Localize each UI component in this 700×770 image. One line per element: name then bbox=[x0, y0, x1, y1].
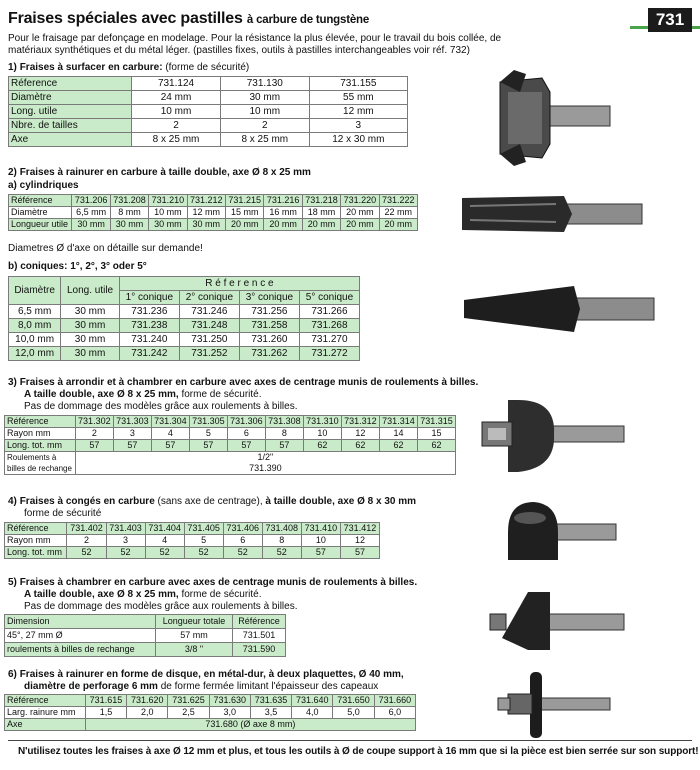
row-label: Larg. rainure mm bbox=[5, 707, 86, 719]
table-cell: 731.403 bbox=[106, 523, 145, 535]
table-cell: 731.260 bbox=[239, 333, 299, 347]
section-title: Fraises à congés en carbure bbox=[19, 496, 155, 507]
row-label bbox=[5, 452, 76, 475]
table-cell: 20 mm bbox=[264, 219, 302, 231]
section-title: Fraises à chambrer en carbure avec axes de centrage munis de roulements à billes. bbox=[19, 577, 418, 588]
table-cell: 62 bbox=[341, 440, 379, 452]
table-row bbox=[5, 707, 416, 719]
row-label: Dimension bbox=[5, 615, 156, 629]
table-cell: 3 bbox=[309, 119, 407, 133]
section-6-spec bbox=[24, 681, 378, 693]
table-cell: 731.635 bbox=[250, 695, 291, 707]
table-cell: 57 bbox=[75, 440, 113, 452]
table-cell: 731.258 bbox=[239, 319, 299, 333]
table-cell: 6 bbox=[223, 535, 262, 547]
table-cylindrical bbox=[8, 194, 418, 231]
table-cell: 30 mm bbox=[220, 91, 309, 105]
section-2-heading bbox=[8, 167, 311, 179]
table-cell: 731.252 bbox=[179, 347, 239, 361]
table-cell: 731.250 bbox=[179, 333, 239, 347]
table-row bbox=[9, 319, 360, 333]
table-cell: 5 bbox=[189, 428, 227, 440]
table-cell: 62 bbox=[379, 440, 417, 452]
col-header: R é f e r e n c e bbox=[119, 277, 359, 291]
page-title bbox=[8, 10, 369, 28]
table-cell: 10 bbox=[301, 535, 340, 547]
table-disc-groove bbox=[4, 694, 416, 731]
table-conical bbox=[8, 276, 360, 361]
table-cell: 731.208 bbox=[110, 195, 148, 207]
chamfer-cutter-image bbox=[488, 588, 628, 658]
footer-rule bbox=[8, 740, 692, 741]
table-cell: 3,5 bbox=[250, 707, 291, 719]
table-cell: 3 bbox=[113, 428, 151, 440]
row-label: Axe bbox=[5, 719, 86, 731]
table-cell: 731.620 bbox=[127, 695, 168, 707]
table-cell: 10,0 mm bbox=[9, 333, 61, 347]
table-cell: 57 mm bbox=[156, 629, 233, 643]
table-cell: 20 mm bbox=[379, 219, 417, 231]
table-surfacer bbox=[8, 76, 408, 147]
table-cell: 12 x 30 mm bbox=[309, 133, 407, 147]
spec-bold: A taille double, axe Ø 8 x 25 mm, bbox=[24, 589, 179, 600]
table-cell: 24 mm bbox=[132, 91, 221, 105]
table-cell: 30 mm bbox=[61, 347, 120, 361]
table-cell: 731.302 bbox=[75, 416, 113, 428]
table-cell: 731.306 bbox=[227, 416, 265, 428]
table-row bbox=[5, 547, 380, 559]
section-spec: à taille double, axe Ø 8 x 30 mm bbox=[265, 496, 417, 507]
table-cell: 10 mm bbox=[220, 105, 309, 119]
section-number: 2) bbox=[8, 167, 17, 178]
table-cell: 731.262 bbox=[239, 347, 299, 361]
row-label: roulements à billes de rechange bbox=[5, 643, 156, 657]
table-cell: 52 bbox=[262, 547, 301, 559]
section-title: Fraises à surfacer en carbure: bbox=[19, 62, 163, 73]
table-cell: 52 bbox=[145, 547, 184, 559]
col-header: 1° conique bbox=[119, 291, 179, 305]
table-cell: 30 mm bbox=[61, 319, 120, 333]
row-label: Long. utile bbox=[9, 105, 132, 119]
surfacing-cutter-image bbox=[480, 62, 620, 172]
section-5-spec bbox=[24, 589, 262, 601]
table-cell: 4,0 bbox=[292, 707, 333, 719]
subsection-a-label: a) cylindriques bbox=[8, 180, 79, 191]
table-cell: 8 bbox=[262, 535, 301, 547]
table-cell: 20 mm bbox=[341, 207, 379, 219]
table-cell: 52 bbox=[223, 547, 262, 559]
table-row bbox=[5, 719, 416, 731]
section-3-spec bbox=[24, 389, 262, 401]
disc-cutter-image bbox=[494, 668, 614, 742]
table-cell: 10 mm bbox=[149, 207, 187, 219]
table-cell: 12,0 mm bbox=[9, 347, 61, 361]
table-row bbox=[5, 416, 456, 428]
spec-bold: A taille double, axe Ø 8 x 25 mm, bbox=[24, 389, 179, 400]
table-cell: 30 mm bbox=[72, 219, 110, 231]
table-cell: 12 mm bbox=[187, 207, 225, 219]
section-title: Fraises à rainurer en carbure à taille double, axe Ø 8 x 25 mm bbox=[19, 167, 311, 178]
table-cell: 731.215 bbox=[226, 195, 264, 207]
diameter-note: Diametres Ø d'axe on détaille sur demande! bbox=[8, 243, 203, 254]
table-row bbox=[5, 629, 286, 643]
table-cell: 731.312 bbox=[341, 416, 379, 428]
table-cell: 731.680 (Ø axe 8 mm) bbox=[85, 719, 415, 731]
table-cell: 731.308 bbox=[265, 416, 303, 428]
table-cell: 731.240 bbox=[119, 333, 179, 347]
table-cell: 6,5 mm bbox=[9, 305, 61, 319]
section-title: Fraises à rainurer en forme de disque, en métal-dur, à deux plaquettes, Ø 40 mm, bbox=[19, 669, 404, 680]
table-cell: 57 bbox=[227, 440, 265, 452]
table-cell: 12 bbox=[340, 535, 379, 547]
table-cell: 731.660 bbox=[374, 695, 415, 707]
section-6-heading bbox=[8, 669, 404, 681]
table-cell: 731.590 bbox=[232, 643, 285, 657]
table-cell: 5 bbox=[184, 535, 223, 547]
title-sub: à carbure de tungstène bbox=[246, 14, 370, 26]
row-label: Long. tot. mm bbox=[5, 440, 76, 452]
col-header: Diamètre bbox=[9, 277, 61, 305]
table-row bbox=[9, 119, 408, 133]
table-cell: 731.412 bbox=[340, 523, 379, 535]
bearing-cell bbox=[75, 452, 455, 475]
table-cell: 731.315 bbox=[417, 416, 455, 428]
table-cell: 55 mm bbox=[309, 91, 407, 105]
table-row bbox=[9, 77, 408, 91]
table-cell: 4 bbox=[151, 428, 189, 440]
row-label: Diamètre bbox=[9, 207, 72, 219]
row-label: Rayon mm bbox=[5, 535, 67, 547]
table-cell: 52 bbox=[184, 547, 223, 559]
table-cell: 2 bbox=[132, 119, 221, 133]
table-cell: 731.405 bbox=[184, 523, 223, 535]
table-cell: 2 bbox=[220, 119, 309, 133]
table-cell: 731.270 bbox=[299, 333, 359, 347]
section-5-note: Pas de dommage des modèles grâce aux roulements à billes. bbox=[24, 601, 298, 612]
table-cell: 57 bbox=[265, 440, 303, 452]
table-chamfer bbox=[4, 614, 286, 657]
section-number: 4) bbox=[8, 496, 17, 507]
spec-rest: de forme fermée limitant l'épaisseur des capeaux bbox=[160, 681, 379, 692]
table-cell: 731.246 bbox=[179, 305, 239, 319]
table-row bbox=[9, 333, 360, 347]
col-header: Long. utile bbox=[61, 277, 120, 305]
row-label: Nbre. de tailles bbox=[9, 119, 132, 133]
table-cell: 57 bbox=[340, 547, 379, 559]
table-cell: 8 mm bbox=[110, 207, 148, 219]
label-line: Roulements à bbox=[7, 453, 57, 462]
table-row bbox=[9, 195, 418, 207]
table-cell: 731.266 bbox=[299, 305, 359, 319]
intro-line: Pour le fraisage par defonçage en modelage. Pour la résistance la plus élevée, pour le travail du bois collée, de bbox=[8, 33, 502, 44]
footer-warning: N'utilisez toutes les fraises à axe Ø 12 mm et plus, et tous les outils à Ø de coupe support à 16 mm que si la pièce est bien serrée sur son support! bbox=[18, 746, 699, 757]
table-cell: 731.236 bbox=[119, 305, 179, 319]
table-cell: 731.248 bbox=[179, 319, 239, 333]
table-cell: 20 mm bbox=[341, 219, 379, 231]
table-cell: 731.212 bbox=[187, 195, 225, 207]
row-label: Référence bbox=[5, 523, 67, 535]
section-3-heading bbox=[8, 377, 478, 389]
table-cell: 16 mm bbox=[264, 207, 302, 219]
table-cell: 731.402 bbox=[67, 523, 106, 535]
row-label: Référence bbox=[5, 416, 76, 428]
title-main: Fraises spéciales avec pastilles bbox=[8, 10, 243, 27]
table-cell: 18 mm bbox=[302, 207, 340, 219]
section-note: (forme de sécurité) bbox=[165, 62, 250, 73]
table-cell: 731.615 bbox=[85, 695, 126, 707]
table-cell: 3/8 " bbox=[156, 643, 233, 657]
table-cell: 30 mm bbox=[61, 333, 120, 347]
table-cell: 731.310 bbox=[303, 416, 341, 428]
table-cell: 20 mm bbox=[226, 219, 264, 231]
table-row bbox=[5, 523, 380, 535]
table-cell: Référence bbox=[232, 615, 285, 629]
table-cell: 15 mm bbox=[226, 207, 264, 219]
table-cell: 14 bbox=[379, 428, 417, 440]
table-cell: 4 bbox=[145, 535, 184, 547]
table-cell: 731.222 bbox=[379, 195, 417, 207]
table-row bbox=[5, 643, 286, 657]
table-cell: 731.218 bbox=[302, 195, 340, 207]
table-row bbox=[9, 219, 418, 231]
rounding-cutter-image bbox=[478, 392, 628, 482]
table-cell: 731.314 bbox=[379, 416, 417, 428]
col-header: 2° conique bbox=[179, 291, 239, 305]
table-cell: 1,5 bbox=[85, 707, 126, 719]
table-cell: 731.408 bbox=[262, 523, 301, 535]
table-row bbox=[5, 615, 286, 629]
table-cell: 731.155 bbox=[309, 77, 407, 91]
table-fillet bbox=[4, 522, 380, 559]
table-cell: 6,5 mm bbox=[72, 207, 110, 219]
table-cell: 2,5 bbox=[168, 707, 209, 719]
table-cell: 22 mm bbox=[379, 207, 417, 219]
table-cell: Longueur totale bbox=[156, 615, 233, 629]
section-4-note: forme de sécurité bbox=[24, 508, 102, 519]
table-cell: 30 mm bbox=[187, 219, 225, 231]
section-number: 5) bbox=[8, 577, 17, 588]
table-row bbox=[9, 207, 418, 219]
table-cell: 731.216 bbox=[264, 195, 302, 207]
row-label: Référence bbox=[5, 695, 86, 707]
table-row bbox=[5, 452, 456, 475]
table-row bbox=[9, 305, 360, 319]
table-row bbox=[5, 428, 456, 440]
table-cell: 30 mm bbox=[149, 219, 187, 231]
spec-bold: diamètre de perforage 6 mm bbox=[24, 681, 158, 692]
bearing-size: 1/2" bbox=[257, 452, 274, 462]
table-cell: 731.124 bbox=[132, 77, 221, 91]
table-cell: 62 bbox=[303, 440, 341, 452]
table-row bbox=[9, 133, 408, 147]
section-number: 6) bbox=[8, 669, 17, 680]
spec-rest: forme de sécurité. bbox=[181, 589, 262, 600]
table-cell: 731.206 bbox=[72, 195, 110, 207]
table-row bbox=[5, 535, 380, 547]
table-cell: 8 bbox=[265, 428, 303, 440]
row-label: 45°, 27 mm Ø bbox=[5, 629, 156, 643]
table-cell: 10 mm bbox=[132, 105, 221, 119]
table-cell: 731.210 bbox=[149, 195, 187, 207]
table-cell: 57 bbox=[151, 440, 189, 452]
section-title: Fraises à arrondir et à chambrer en carbure avec axes de centrage munis de roulements à billes. bbox=[19, 377, 479, 388]
table-cell: 6,0 bbox=[374, 707, 415, 719]
table-row bbox=[5, 695, 416, 707]
conical-cutter-image bbox=[462, 282, 662, 338]
table-cell: 2,0 bbox=[127, 707, 168, 719]
table-cell: 3 bbox=[106, 535, 145, 547]
row-label: Longueur utile bbox=[9, 219, 72, 231]
subsection-b-label: b) coniques: 1°, 2°, 3° oder 5° bbox=[8, 261, 147, 272]
row-label: Rayon mm bbox=[5, 428, 76, 440]
table-cell: 731.630 bbox=[209, 695, 250, 707]
spec-rest: forme de sécurité. bbox=[181, 389, 262, 400]
table-cell: 731.220 bbox=[341, 195, 379, 207]
cylindrical-cutter-image bbox=[460, 188, 660, 238]
label-line: billes de rechange bbox=[7, 464, 72, 473]
table-cell: 57 bbox=[189, 440, 227, 452]
col-header: 3° conique bbox=[239, 291, 299, 305]
table-cell: 731.650 bbox=[333, 695, 374, 707]
table-cell: 731.238 bbox=[119, 319, 179, 333]
intro-text bbox=[8, 33, 568, 57]
table-cell: 62 bbox=[417, 440, 455, 452]
table-cell: 731.640 bbox=[292, 695, 333, 707]
table-row bbox=[9, 347, 360, 361]
table-cell: 6 bbox=[227, 428, 265, 440]
table-cell: 731.256 bbox=[239, 305, 299, 319]
table-cell: 52 bbox=[67, 547, 106, 559]
table-cell: 731.501 bbox=[232, 629, 285, 643]
table-cell: 5,0 bbox=[333, 707, 374, 719]
table-cell: 20 mm bbox=[302, 219, 340, 231]
table-cell: 731.272 bbox=[299, 347, 359, 361]
section-5-heading bbox=[8, 577, 417, 589]
section-1-heading bbox=[8, 62, 249, 74]
table-cell: 731.242 bbox=[119, 347, 179, 361]
fillet-cutter-image bbox=[500, 498, 620, 568]
section-4-heading bbox=[8, 496, 416, 508]
table-row bbox=[5, 440, 456, 452]
section-note: (sans axe de centrage), bbox=[157, 496, 263, 507]
table-cell: 731.305 bbox=[189, 416, 227, 428]
table-cell: 2 bbox=[75, 428, 113, 440]
row-label: Diamètre bbox=[9, 91, 132, 105]
table-cell: 731.625 bbox=[168, 695, 209, 707]
table-row bbox=[9, 91, 408, 105]
table-cell: 8 x 25 mm bbox=[220, 133, 309, 147]
table-cell: 731.406 bbox=[223, 523, 262, 535]
table-rounding bbox=[4, 415, 456, 475]
table-cell: 30 mm bbox=[110, 219, 148, 231]
table-cell: 731.268 bbox=[299, 319, 359, 333]
table-cell: 12 bbox=[341, 428, 379, 440]
section-3-note: Pas de dommage des modèles grâce aux roulements à billes. bbox=[24, 401, 298, 412]
table-cell: 731.404 bbox=[145, 523, 184, 535]
table-cell: 731.304 bbox=[151, 416, 189, 428]
row-label: Réference bbox=[9, 77, 132, 91]
section-number: 1) bbox=[8, 62, 17, 73]
bearing-ref: 731.390 bbox=[249, 463, 282, 473]
table-cell: 10 bbox=[303, 428, 341, 440]
table-cell: 57 bbox=[113, 440, 151, 452]
table-cell: 12 mm bbox=[309, 105, 407, 119]
page-number-badge: 731 bbox=[648, 8, 692, 32]
table-cell: 8,0 mm bbox=[9, 319, 61, 333]
table-cell: 731.303 bbox=[113, 416, 151, 428]
table-row bbox=[9, 105, 408, 119]
section-number: 3) bbox=[8, 377, 17, 388]
col-header: 5° conique bbox=[299, 291, 359, 305]
table-cell: 731.130 bbox=[220, 77, 309, 91]
row-label: Axe bbox=[9, 133, 132, 147]
table-cell: 57 bbox=[301, 547, 340, 559]
row-label: Long. tot. mm bbox=[5, 547, 67, 559]
table-cell: 8 x 25 mm bbox=[132, 133, 221, 147]
table-cell: 52 bbox=[106, 547, 145, 559]
table-cell: 731.410 bbox=[301, 523, 340, 535]
row-label: Référence bbox=[9, 195, 72, 207]
table-cell: 3,0 bbox=[209, 707, 250, 719]
intro-line: matériaux synthétiques et du métal léger. (pastilles fixes, outils à pastilles interchangeables voir réf. 732) bbox=[8, 45, 470, 56]
table-cell: 2 bbox=[67, 535, 106, 547]
table-cell: 15 bbox=[417, 428, 455, 440]
table-cell: 30 mm bbox=[61, 305, 120, 319]
